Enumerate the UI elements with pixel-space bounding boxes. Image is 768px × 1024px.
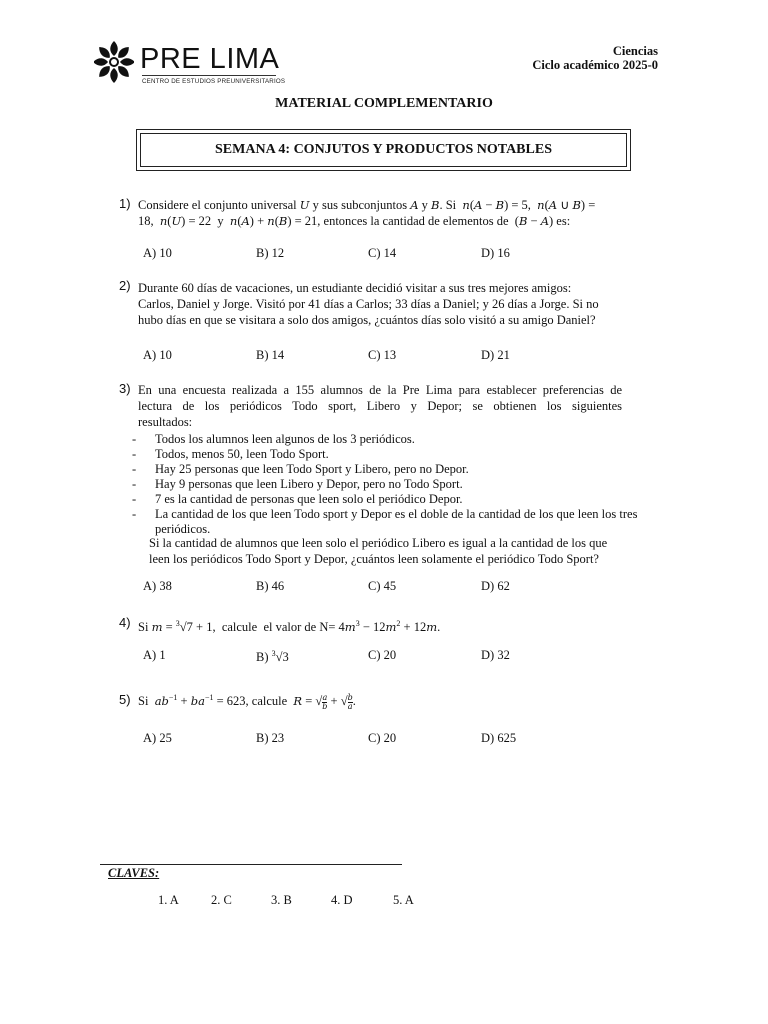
question-3-option-d: D) 62: [481, 579, 510, 593]
logo-star-icon: [94, 40, 134, 84]
question-2-option-a: A) 10: [143, 348, 172, 362]
question-2-option-d: D) 21: [481, 348, 510, 362]
question-4-number: 4): [119, 615, 131, 630]
area-label: Ciencias: [612, 44, 658, 58]
question-2-line-1: Durante 60 días de vacaciones, un estudiante decidió visitar a sus tres mejores amigos:: [138, 281, 572, 295]
week-title: SEMANA 4: CONJUTOS Y PRODUCTOS NOTABLES: [215, 142, 552, 157]
list-item: - Todos los alumnos leen algunos de los 3 periódicos.: [132, 432, 415, 446]
answer-key-2: 2. C: [211, 893, 232, 907]
question-4-option-d: D) 32: [481, 648, 510, 662]
question-5-option-c: C) 20: [368, 731, 397, 745]
material-title: MATERIAL COMPLEMENTARIO: [275, 96, 493, 111]
question-4-option-c: C) 20: [368, 648, 397, 662]
question-3-closing-line-1: Si la cantidad de alumnos que leen solo el periódico Libero es igual a la cantidad de los que: [149, 536, 608, 550]
question-5-option-b: B) 23: [256, 731, 285, 745]
question-1-option-a: A) 10: [143, 246, 172, 260]
question-1-number: 1): [119, 196, 131, 211]
question-5-text: Si $ab^{-1} + ba^{-1} = 623$, calcule R = √ $\frac{a}{b}$ + √ $\frac{b}{a}$ .: [138, 692, 356, 711]
answer-key-3: 3. B: [271, 893, 292, 907]
question-5-option-d: D) 625: [481, 731, 517, 745]
question-3-line-1: En una encuesta realizada a 155 alumnos de la Pre Lima para establecer preferencias de: [138, 383, 622, 397]
question-2-number: 2): [119, 278, 131, 293]
list-item: - Todos, menos 50, leen Todo Sport.: [132, 447, 329, 461]
brand-subtitle: CENTRO DE ESTUDIOS PREUNIVERSITARIOS: [142, 78, 286, 85]
question-3-option-c: C) 45: [368, 579, 397, 593]
question-1-option-d: D) 16: [481, 246, 510, 260]
cycle-label: Ciclo académico 2025-0: [532, 58, 658, 72]
question-4-option-a: A) 1: [143, 648, 166, 662]
question-5-number: 5): [119, 692, 131, 707]
question-3-closing: [149, 535, 659, 567]
question-3-line-3: resultados:: [138, 415, 193, 429]
question-2-line-2: Carlos, Daniel y Jorge. Visitó por 41 días a Carlos; 33 días a Daniel; y 26 días a Jorge. Si no: [138, 297, 599, 311]
answer-key-4: 4. D: [331, 893, 353, 907]
list-item: - 7 es la cantidad de personas que leen solo el periódico Depor.: [132, 492, 463, 506]
question-3-line-2: lectura de los periódicos Todo sport, Libero y Depor; se obtienen los siguientes: [138, 399, 622, 413]
question-3-number: 3): [119, 381, 131, 396]
question-3-text: [138, 382, 622, 430]
question-3-option-b: B) 46: [256, 579, 285, 593]
question-2-text: [138, 280, 639, 328]
question-2-line-3: hubo días en que se visitara a solo dos amigos, ¿cuántos días solo visitó a su amigo Daniel?: [138, 313, 596, 327]
list-item: - Hay 9 personas que leen Libero y Depor, pero no Todo Sport.: [132, 477, 463, 491]
list-item: - Hay 25 personas que leen Todo Sport y Libero, pero no Depor.: [132, 462, 469, 476]
question-5-option-a: A) 25: [143, 731, 172, 745]
list-item: - La cantidad de los que leen Todo sport y Depor es el doble de la cantidad de los que leen los tres periódicos.: [132, 507, 638, 536]
course-info: [532, 44, 658, 72]
question-1-text: Considere el conjunto universal U y sus subconjuntos A y B. Si n(A − B) = 5, n(A ∪ B) = 18, n(U) = 22 y n(A) + n(B) = 21, entonces la cantidad de elementos de (B − A) es:: [138, 198, 596, 228]
brand-divider: [142, 75, 276, 76]
week-title-box: [136, 129, 631, 171]
question-3-closing-line-2: leen los periódicos Todo Sport y Depor, ¿cuántos leen solamente el periódico Todo Sport?: [149, 552, 599, 566]
answer-key-5: 5. A: [393, 893, 414, 907]
question-4-option-b: B) $^3$√3: [256, 649, 289, 665]
question-1-option-c: C) 14: [368, 246, 397, 260]
claves-divider: [100, 864, 402, 865]
brand-name: PRE LIMA: [140, 43, 280, 75]
question-4-text: Si m = $^3$√7 + 1, calcule el valor de $N= 4m^3 - 12m^2 + 12m$.: [138, 619, 441, 635]
claves-title: CLAVES:: [108, 866, 160, 880]
question-1-option-b: B) 12: [256, 246, 285, 260]
answer-key-1: 1. A: [158, 893, 179, 907]
question-2-option-b: B) 14: [256, 348, 285, 362]
question-2-option-c: C) 13: [368, 348, 397, 362]
question-3-option-a: A) 38: [143, 579, 172, 593]
